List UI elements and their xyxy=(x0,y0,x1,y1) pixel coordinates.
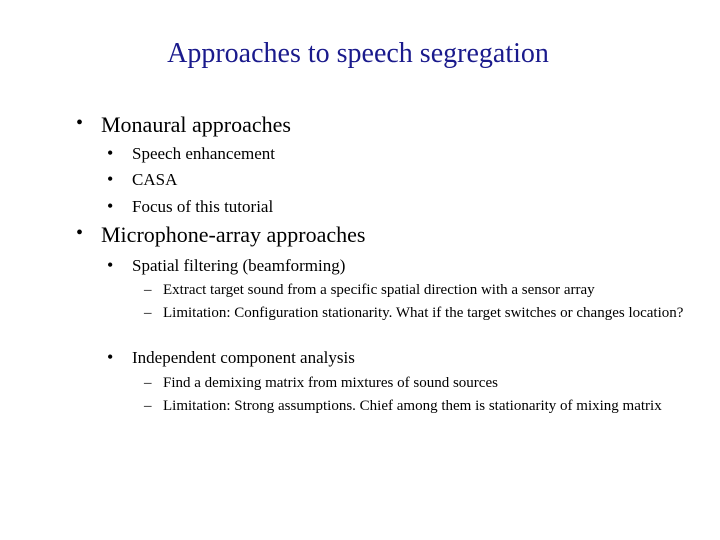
sub-item-extract-target xyxy=(144,280,688,301)
list-item-casa xyxy=(107,169,178,190)
slide-title: Approaches to speech segregation xyxy=(167,38,549,69)
sub-item-text: Limitation: Configuration stationarity. What if the target switches or changes location? xyxy=(163,305,684,321)
dash-bullet: – xyxy=(144,305,152,321)
dash-bullet: – xyxy=(144,375,152,391)
bullet-icon: • xyxy=(107,169,114,189)
bullet-icon: • xyxy=(107,196,114,216)
list-item-text: Focus of this tutorial xyxy=(132,197,274,216)
dash-bullet: – xyxy=(144,398,152,414)
section-heading-microphone-array xyxy=(76,222,366,248)
bullet-icon: • xyxy=(107,143,114,163)
list-item-text: CASA xyxy=(132,170,178,189)
list-item-focus-of-tutorial xyxy=(107,196,274,217)
list-item-text: Speech enhancement xyxy=(132,144,276,163)
section-heading-monaural xyxy=(76,112,291,138)
dash-bullet: – xyxy=(144,282,152,298)
list-item-ica xyxy=(107,347,355,368)
bullet-icon: • xyxy=(107,347,114,367)
bullet-icon: • xyxy=(107,255,114,275)
list-item-text: Spatial filtering (beamforming) xyxy=(132,256,346,275)
list-item-text: Independent component analysis xyxy=(132,348,355,367)
sub-item-text: Extract target sound from a specific spatial direction with a sensor array xyxy=(163,282,595,298)
sub-item-demixing-matrix xyxy=(144,373,688,394)
section-heading-text: Monaural approaches xyxy=(101,112,291,137)
section-heading-text: Microphone-array approaches xyxy=(101,222,366,247)
sub-item-limitation-assumptions xyxy=(144,396,688,417)
sub-item-text: Find a demixing matrix from mixtures of sound sources xyxy=(163,375,498,391)
bullet-icon: • xyxy=(76,112,84,134)
sub-item-text: Limitation: Strong assumptions. Chief among them is stationarity of mixing matrix xyxy=(163,398,662,414)
list-item-speech-enhancement xyxy=(107,143,276,164)
list-item-spatial-filtering xyxy=(107,255,346,276)
sub-item-limitation-configuration xyxy=(144,303,688,324)
bullet-icon: • xyxy=(76,222,84,244)
